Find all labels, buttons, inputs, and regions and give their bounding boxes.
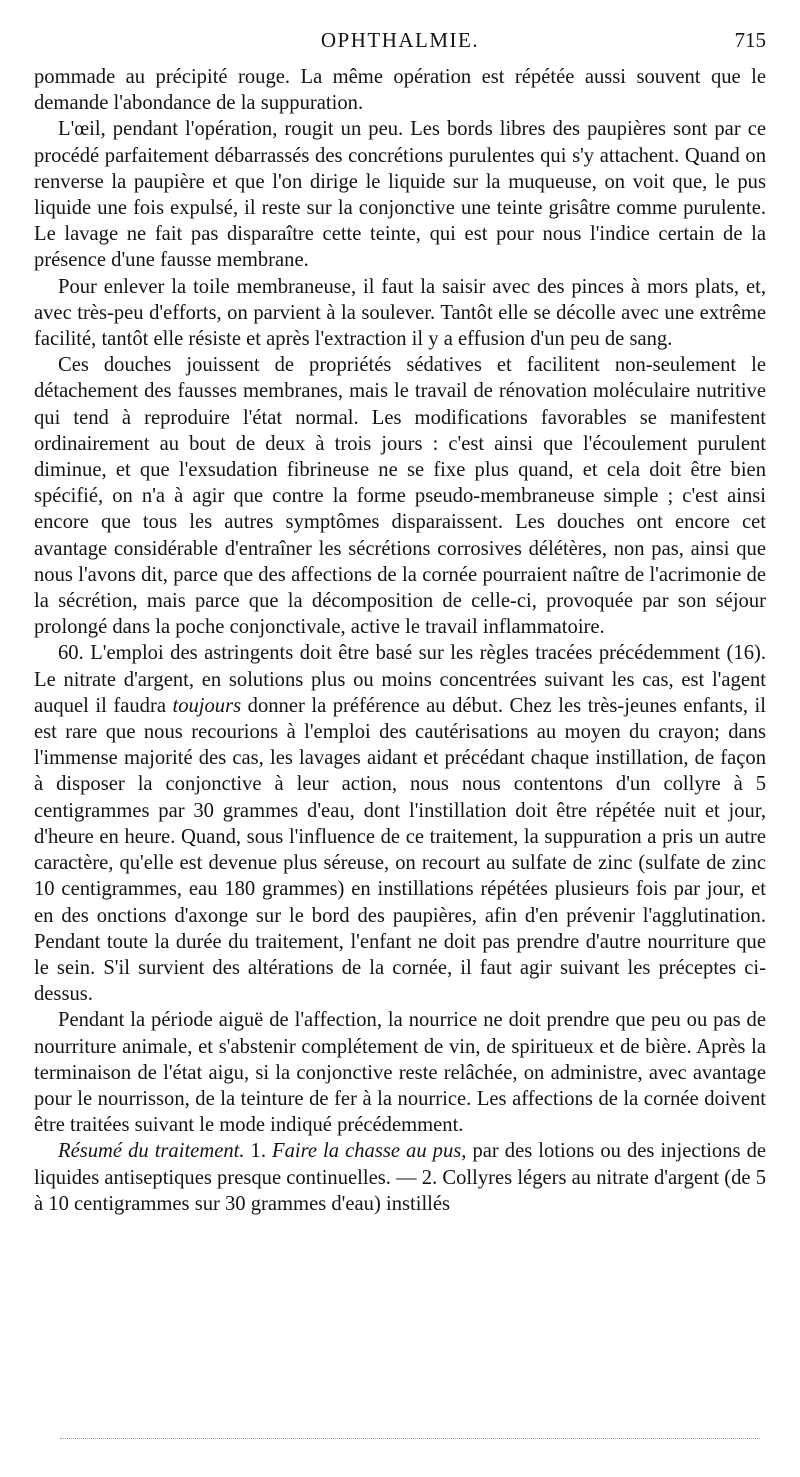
footer-dotted-rule [60,1438,760,1439]
paragraph-7 [34,1138,766,1217]
emphasis-toujours: toujours [172,694,242,717]
summary-text: , par des lotions ou des injections de liquides antiseptiques presque continuelles. — 2. Collyres légers au nitrate d'argent (de 5 à 10 centigrammes sur 30 grammes d'eau) instillés [34,1140,767,1215]
summary-heading: Résumé du traitement. [58,1140,245,1163]
page-number: 715 [734,28,766,52]
body-text [34,64,766,1217]
paragraph-5 [34,640,766,1007]
paragraph-3: Pour enlever la toile membraneuse, il faut la saisir avec des pinces à mors plats, et, avec très-peu d'efforts, on parvient à la soulever. Tantôt elle se décolle avec une extrême facilité, tantôt elle résiste et après l'extraction il y a effusion d'un peu de sang. [34,275,766,351]
running-title: OPHTHALMIE. [320,28,480,52]
summary-item-number: 1. [244,1140,273,1163]
paragraph-2: L'œil, pendant l'opération, rougit un peu. Les bords libres des paupières sont par ce procédé parfaitement débarrassés des concrétions purulentes qui s'y attachent. Quand on renverse la paupière et que l'on dirige le liquide sur la muqueuse, on voit que, le pus liquide une fois expulsé, il reste sur la conjonctive une teinte grisâtre comme purulente. Le lavage ne fait pas disparaître cette teinte, qui est pour nous l'indice certain de la présence d'une fausse membrane. [34,118,766,272]
paragraph-4: Ces douches jouissent de propriétés sédatives et facilitent non-seulement le détachement des fausses membranes, mais le travail de rénovation moléculaire nutritive qui tend à reproduire l'état normal. Les modifications favorables se manifestent ordinairement au bout de deux à trois jours : c'est ainsi que l'écoulement purulent diminue, et que l'exsudation fibrineuse ne se fixe plus quand, et cela doit être bien spécifié, on n'a à agir que contre la forme pseudo-membraneuse simple ; c'est ainsi encore que tous les autres symptômes disparaissent. Les douches ont encore cet avantage considérable d'entraîner les sécrétions corrosives délétères, non pas, ainsi que nous l'avons dit, parce que des affections de la cornée pourraient naître de l'acrimonie de la sécrétion, mais parce que la décomposition de celle-ci, provoquée par son séjour prolongé dans la poche conjonctivale, active le travail inflammatoire. [34,354,766,639]
summary-item-1-title: Faire la chasse au pus [272,1140,462,1163]
paragraph-5-text-start: 60. L'emploi des astringents doit être basé sur les règles tracées précédemment (16). Le nitrate d'argent, en solutions plus ou moins concentrées suivant les cas, est l'agent auquel il faudra [34,642,766,717]
paragraph-5-text-end: donner la préférence au début. Chez les très-jeunes enfants, il est rare que nous recourions à l'emploi des cautérisations au moyen du crayon; dans l'immense majorité des cas, les lavages aidant et précédant chaque instillation, de façon à disposer la conjonctive à leur action, nous nous contentons d'un collyre à 5 centigrammes par 30 grammes d'eau, dont l'instillation doit être répétée nuit et jour, d'heure en heure. Quand, sous l'influence de ce traitement, la suppuration a pris un autre caractère, qu'elle est devenue plus séreuse, on recourt au sulfate de zinc (sulfate de zinc 10 centigrammes, eau 180 grammes) en instillations répétées plusieurs fois par jour, et en des onctions d'axonge sur le bord des paupières, afin d'en prévenir l'agglutination. Pendant toute la durée du traitement, l'enfant ne doit pas prendre d'autre nourriture que le sein. S'il survient des altérations de la cornée, il faut agir suivant les préceptes ci-dessus. [34,694,766,1006]
paragraph-6: Pendant la période aiguë de l'affection, la nourrice ne doit prendre que peu ou pas de nourriture animale, et s'abstenir complétement de vin, de spiritueux et de bière. Après la terminaison de l'état aigu, si la conjonctive reste relâchée, on administre, avec avantage pour le nourrisson, de la teinture de fer à la nourrice. Les affections de la cornée doivent être traitées suivant le mode indiqué précédemment. [34,1009,766,1137]
page-header [34,28,766,58]
paragraph-1: pommade au précipité rouge. La même opération est répétée aussi souvent que le demande l'abondance de la suppuration. [34,66,766,115]
